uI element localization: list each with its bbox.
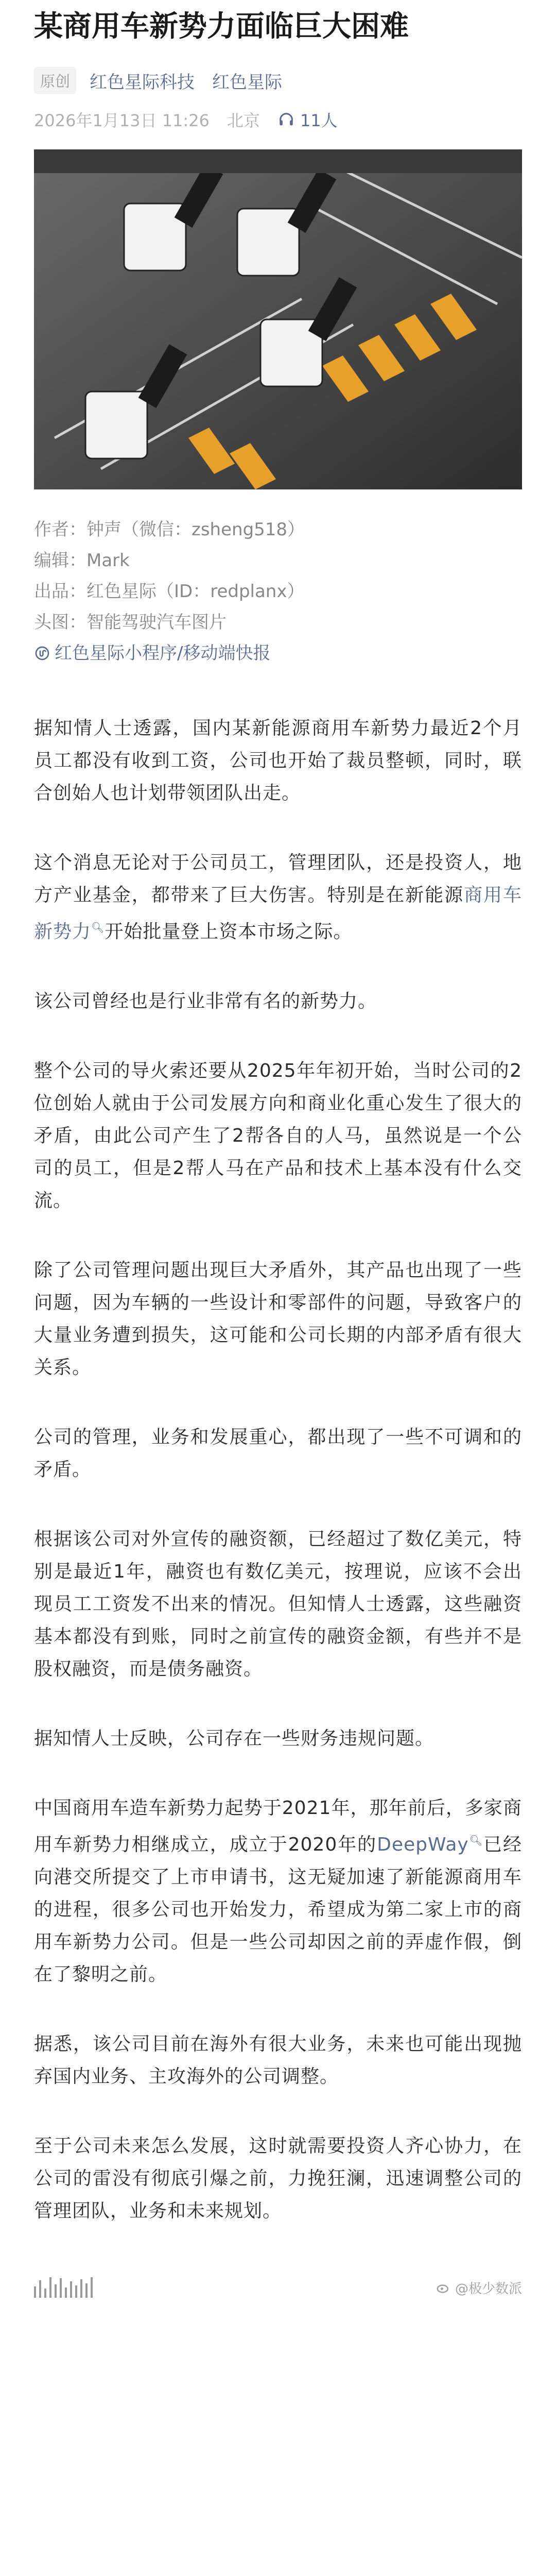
article-title: 某商用车新势力面临巨大困难	[34, 10, 409, 43]
credit-editor: 编辑：Mark	[34, 550, 130, 571]
mini-program-label: 红色星际小程序/移动端快报	[55, 643, 271, 664]
paragraph-4: 整个公司的导火索还要从2025年年初开始，当时公司的2位创始人就由于公司发展方向和商业化重心发生了很大的矛盾，由此公司产生了2帮各自的人马，虽然说是一个公司的员工，但是2帮人马在产品和技术上基本没有什么交流。	[34, 1060, 522, 1211]
credit-author: 作者：钟声（微信：zsheng518）	[34, 519, 305, 540]
article-body	[34, 712, 522, 2227]
watermark-text: @极少数派	[455, 2281, 522, 2297]
paragraph-2-text-a: 这个消息无论对于公司员工，管理团队，还是投资人，地方产业基金，都带来了巨大伤害。特别是在新能源	[34, 852, 522, 906]
headphones-icon	[277, 111, 295, 128]
listen-count: 11人	[300, 111, 338, 130]
paragraph-3: 该公司曾经也是行业非常有名的新势力。	[34, 991, 377, 1012]
credits-block	[34, 514, 522, 669]
meta-time-row	[34, 105, 522, 134]
mini-program-icon	[34, 645, 50, 662]
weibo-icon	[436, 2280, 451, 2295]
search-icon: 🔍︎	[91, 921, 105, 934]
footer-bar	[34, 2264, 522, 2311]
paragraph-11: 至于公司未来怎么发展，这时就需要投资人齐心协力，在公司的雷没有彻底引爆之前，力挽狂澜，迅速调整公司的管理团队，业务和未来规划。	[34, 2136, 522, 2222]
barcode-decoration	[34, 2277, 93, 2298]
paragraph-2-text-b: 开始批量登上资本市场之际。	[105, 921, 353, 942]
paragraph-2	[34, 846, 522, 948]
publish-date: 2026年1月13日 11:26	[34, 111, 210, 130]
listen-button[interactable]	[277, 108, 355, 131]
author-link-2[interactable]: 红色星际	[212, 72, 283, 93]
paragraph-1: 据知情人士透露，国内某新能源商用车新势力最近2个月员工都没有收到工资，公司也开始了裁员整顿，同时，联合创始人也计划带领团队出走。	[34, 718, 522, 804]
paragraph-7: 根据该公司对外宣传的融资额，已经超过了数亿美元，特别是最近1年，融资也有数亿美元，按理说，应该不会出现员工工资发不出来的情况。但知情人士透露，这些融资基本都没有到账，同时之前宣传的融资金额，有些并不是股权融资，而是债务融资。	[34, 1529, 522, 1680]
cover-trucks-illustration	[34, 149, 522, 489]
paragraph-9-text-b: 已经向港交所提交了上市申请书，这无疑加速了新能源商用车的进程，很多公司也开始发力，希望成为第二家上市的商用车新势力公司。但是一些公司却因之前的弄虚作假，倒在了黎明之前。	[34, 1834, 523, 1985]
paragraph-6: 公司的管理，业务和发展重心，都出现了一些不可调和的矛盾。	[34, 1427, 522, 1480]
paragraph-5: 除了公司管理问题出现巨大矛盾外，其产品也出现了一些问题，因为车辆的一些设计和零部件的问题，导致客户的大量业务遭到损失，这可能和公司长期的内部矛盾有很大关系。	[34, 1260, 522, 1378]
keyword-link-deepway[interactable]: DeepWay	[377, 1834, 469, 1855]
watermark	[436, 2278, 522, 2297]
paragraph-9-text-a: 中国商用车造车新势力起势于2021年，那年前后，多家商用车新势力相继成立，成立于2020年的	[34, 1798, 522, 1855]
credit-cover: 头图：智能驾驶汽车图片	[34, 612, 227, 633]
keyword-link-commercial-vehicle[interactable]: 商用车新势力	[34, 885, 522, 942]
paragraph-9	[34, 1792, 522, 1991]
search-icon: 🔍︎	[468, 1834, 484, 1846]
mini-program-link[interactable]	[34, 638, 522, 669]
credit-publisher: 出品：红色星际（ID：redplanx）	[34, 581, 305, 602]
meta-source-row	[34, 65, 522, 96]
author-link-1[interactable]: 红色星际科技	[90, 72, 195, 93]
publish-location: 北京	[227, 111, 260, 130]
paragraph-8: 据知情人士反映，公司存在一些财务违规问题。	[34, 1728, 435, 1749]
paragraph-10: 据悉，该公司目前在海外有很大业务，未来也可能出现抛弃国内业务、主攻海外的公司调整。	[34, 2033, 522, 2087]
cover-image	[34, 149, 522, 489]
original-badge: 原创	[34, 67, 76, 94]
